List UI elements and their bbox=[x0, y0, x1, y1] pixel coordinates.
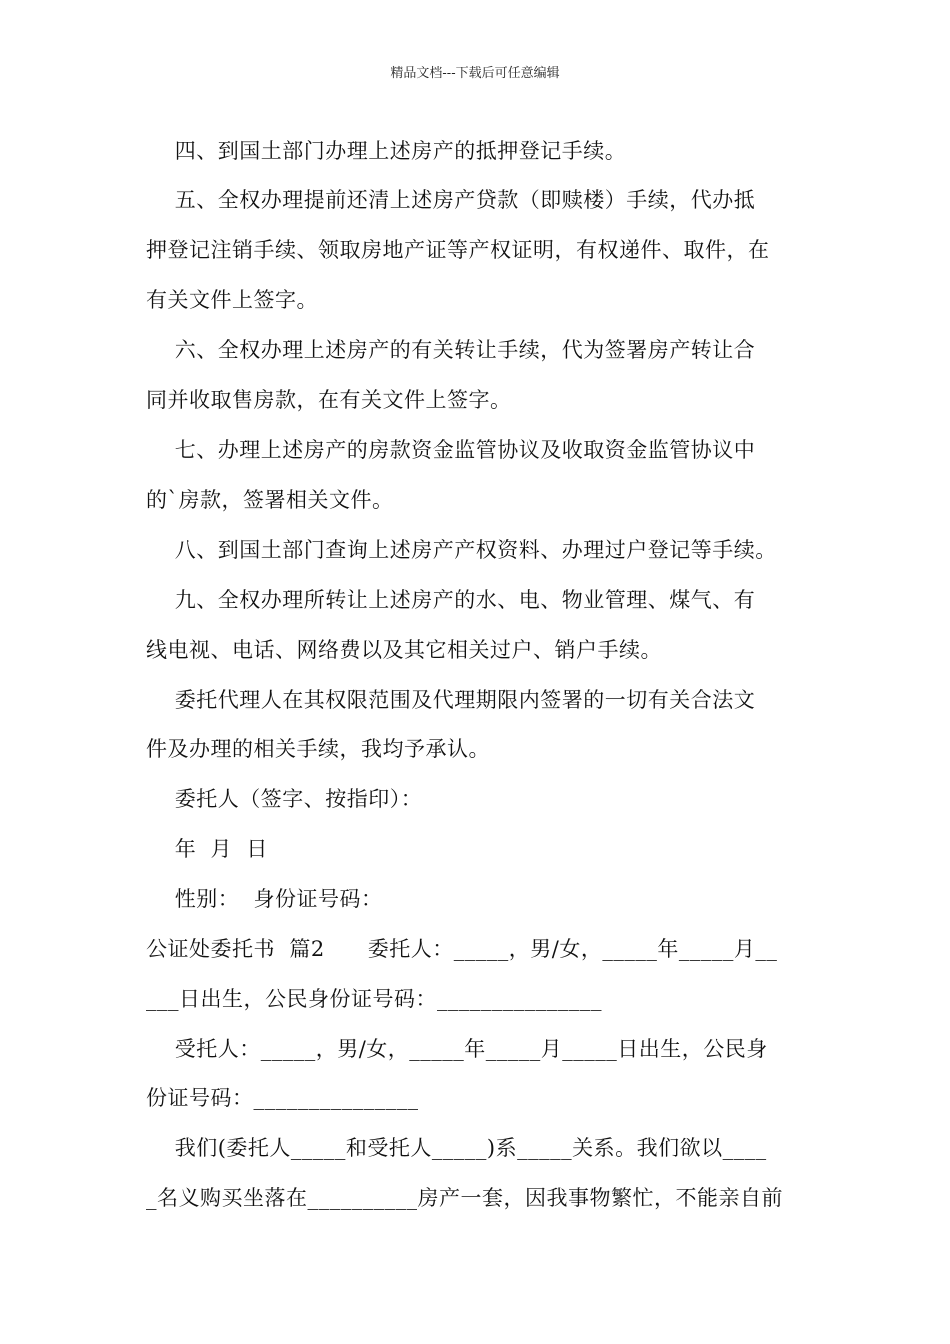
text-line: ___日出生，公民身份证号码：_______________ bbox=[146, 987, 602, 1011]
text-line: _名义购买坐落在__________房产一套，因我事物繁忙，不能亲自前 bbox=[146, 1186, 783, 1210]
text-line: 线电视、电话、网络费以及其它相关过户、销户手续。 bbox=[146, 638, 662, 662]
text-line: 年 月 日 bbox=[146, 837, 268, 861]
text-line: 份证号码：_______________ bbox=[146, 1086, 419, 1110]
text-line: 委托人（签字、按指印）： bbox=[146, 787, 423, 811]
text-line: 押登记注销手续、领取房地产证等产权证明，有权递件、取件，在 bbox=[146, 238, 770, 262]
text-line: 件及办理的相关手续，我均予承认。 bbox=[146, 737, 490, 761]
text-line: 我们(委托人_____和受托人_____)系_____关系。我们欲以____ bbox=[146, 1136, 767, 1160]
text-line: 有关文件上签字。 bbox=[146, 288, 318, 312]
text-line: 性别： 身份证号码： bbox=[146, 887, 383, 911]
text-line: 九、全权办理所转让上述房产的水、电、物业管理、煤气、有 bbox=[146, 588, 756, 612]
text-line: 受托人：_____，男/女，_____年_____月_____日出生，公民身 bbox=[146, 1037, 768, 1061]
text-line: 委托代理人在其权限范围及代理期限内签署的一切有关合法文 bbox=[146, 688, 756, 712]
text-line: 同并收取售房款，在有关文件上签字。 bbox=[146, 388, 512, 412]
text-line: 四、到国土部门办理上述房产的抵押登记手续。 bbox=[146, 139, 627, 163]
page-header: 精品文档---下载后可任意编辑 bbox=[390, 66, 560, 81]
text-line: 五、全权办理提前还清上述房产贷款（即赎楼）手续，代办抵 bbox=[146, 188, 756, 212]
text-line: 的`房款，签署相关文件。 bbox=[146, 488, 394, 512]
section-title-line: 公证处委托书 篇2 委托人：_____，男/女，_____年_____月__ bbox=[146, 937, 778, 961]
text-line: 八、到国土部门查询上述房产产权资料、办理过户登记等手续。 bbox=[146, 538, 777, 562]
text-line: 六、全权办理上述房产的有关转让手续，代为签署房产转让合 bbox=[146, 338, 756, 362]
text-line: 七、办理上述房产的房款资金监管协议及收取资金监管协议中 bbox=[146, 438, 756, 462]
